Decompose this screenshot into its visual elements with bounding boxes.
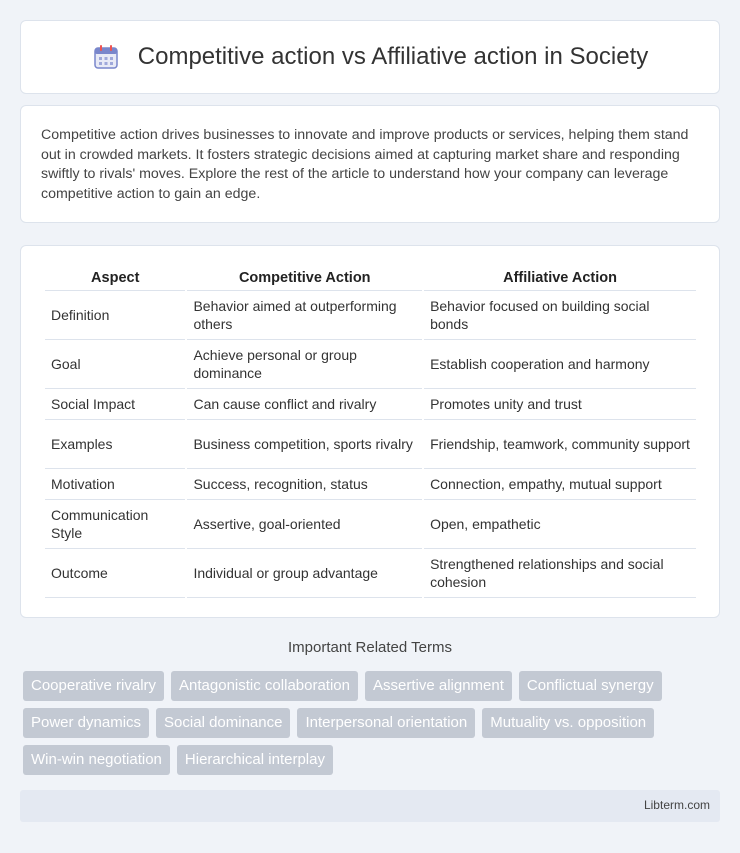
column-header: Affiliative Action bbox=[424, 266, 696, 291]
header-card bbox=[20, 20, 720, 94]
comparison-table bbox=[43, 266, 698, 598]
table-cell: Friendship, teamwork, community support bbox=[424, 420, 696, 469]
table-row bbox=[45, 500, 696, 549]
related-term-tag[interactable]: Power dynamics bbox=[23, 708, 149, 738]
footer bbox=[20, 790, 720, 822]
table-cell: Establish cooperation and harmony bbox=[424, 340, 696, 389]
table-cell: Open, empathetic bbox=[424, 500, 696, 549]
comparison-table-card bbox=[20, 245, 720, 618]
related-term-tag[interactable]: Cooperative rivalry bbox=[23, 671, 164, 701]
table-cell: Success, recognition, status bbox=[187, 469, 422, 500]
page-title: Competitive action vs Affiliative action in Society bbox=[137, 43, 649, 70]
intro-text: Competitive action drives businesses to innovate and improve products or services, helping them stand out in crowded markets. It fosters strategic decisions aimed at capturing market share and responding swiftly to rivals' moves. Explore the rest of the article to understand how your company can leverage competitive action to gain an edge. bbox=[41, 127, 689, 202]
table-cell: Social Impact bbox=[45, 389, 185, 420]
table-cell: Business competition, sports rivalry bbox=[187, 420, 422, 469]
table-cell: Assertive, goal-oriented bbox=[187, 500, 422, 549]
table-cell: Behavior aimed at outperforming others bbox=[187, 291, 422, 340]
table-row bbox=[45, 291, 696, 340]
table-cell: Promotes unity and trust bbox=[424, 389, 696, 420]
related-term-tag[interactable]: Assertive alignment bbox=[365, 671, 512, 701]
related-term-tag[interactable]: Social dominance bbox=[156, 708, 290, 738]
table-cell: Definition bbox=[45, 291, 185, 340]
related-term-tag[interactable]: Hierarchical interplay bbox=[177, 745, 333, 775]
footer-site-link[interactable]: Libterm.com bbox=[643, 798, 710, 812]
table-cell: Outcome bbox=[45, 549, 185, 598]
related-term-tag[interactable]: Conflictual synergy bbox=[519, 671, 662, 701]
table-row bbox=[45, 420, 696, 469]
related-terms-title: Important Related Terms bbox=[288, 639, 452, 656]
column-header: Aspect bbox=[45, 266, 185, 291]
table-cell: Goal bbox=[45, 340, 185, 389]
related-term-tag[interactable]: Mutuality vs. opposition bbox=[482, 708, 654, 738]
table-cell: Individual or group advantage bbox=[187, 549, 422, 598]
table-row bbox=[45, 469, 696, 500]
related-term-tag[interactable]: Antagonistic collaboration bbox=[171, 671, 358, 701]
table-row bbox=[45, 389, 696, 420]
table-cell: Examples bbox=[45, 420, 185, 469]
related-term-tag[interactable]: Interpersonal orientation bbox=[297, 708, 475, 738]
table-cell: Communication Style bbox=[45, 500, 185, 549]
table-cell: Behavior focused on building social bonds bbox=[424, 291, 696, 340]
table-cell: Strengthened relationships and social cohesion bbox=[424, 549, 696, 598]
table-cell: Connection, empathy, mutual support bbox=[424, 469, 696, 500]
intro-card bbox=[20, 105, 720, 223]
calendar-icon bbox=[92, 43, 120, 71]
table-row bbox=[45, 340, 696, 389]
column-header: Competitive Action bbox=[187, 266, 422, 291]
table-cell: Motivation bbox=[45, 469, 185, 500]
related-terms-list bbox=[23, 671, 723, 775]
related-term-tag[interactable]: Win-win negotiation bbox=[23, 745, 170, 775]
table-cell: Can cause conflict and rivalry bbox=[187, 389, 422, 420]
table-row bbox=[45, 549, 696, 598]
table-header-row bbox=[45, 266, 696, 291]
table-cell: Achieve personal or group dominance bbox=[187, 340, 422, 389]
